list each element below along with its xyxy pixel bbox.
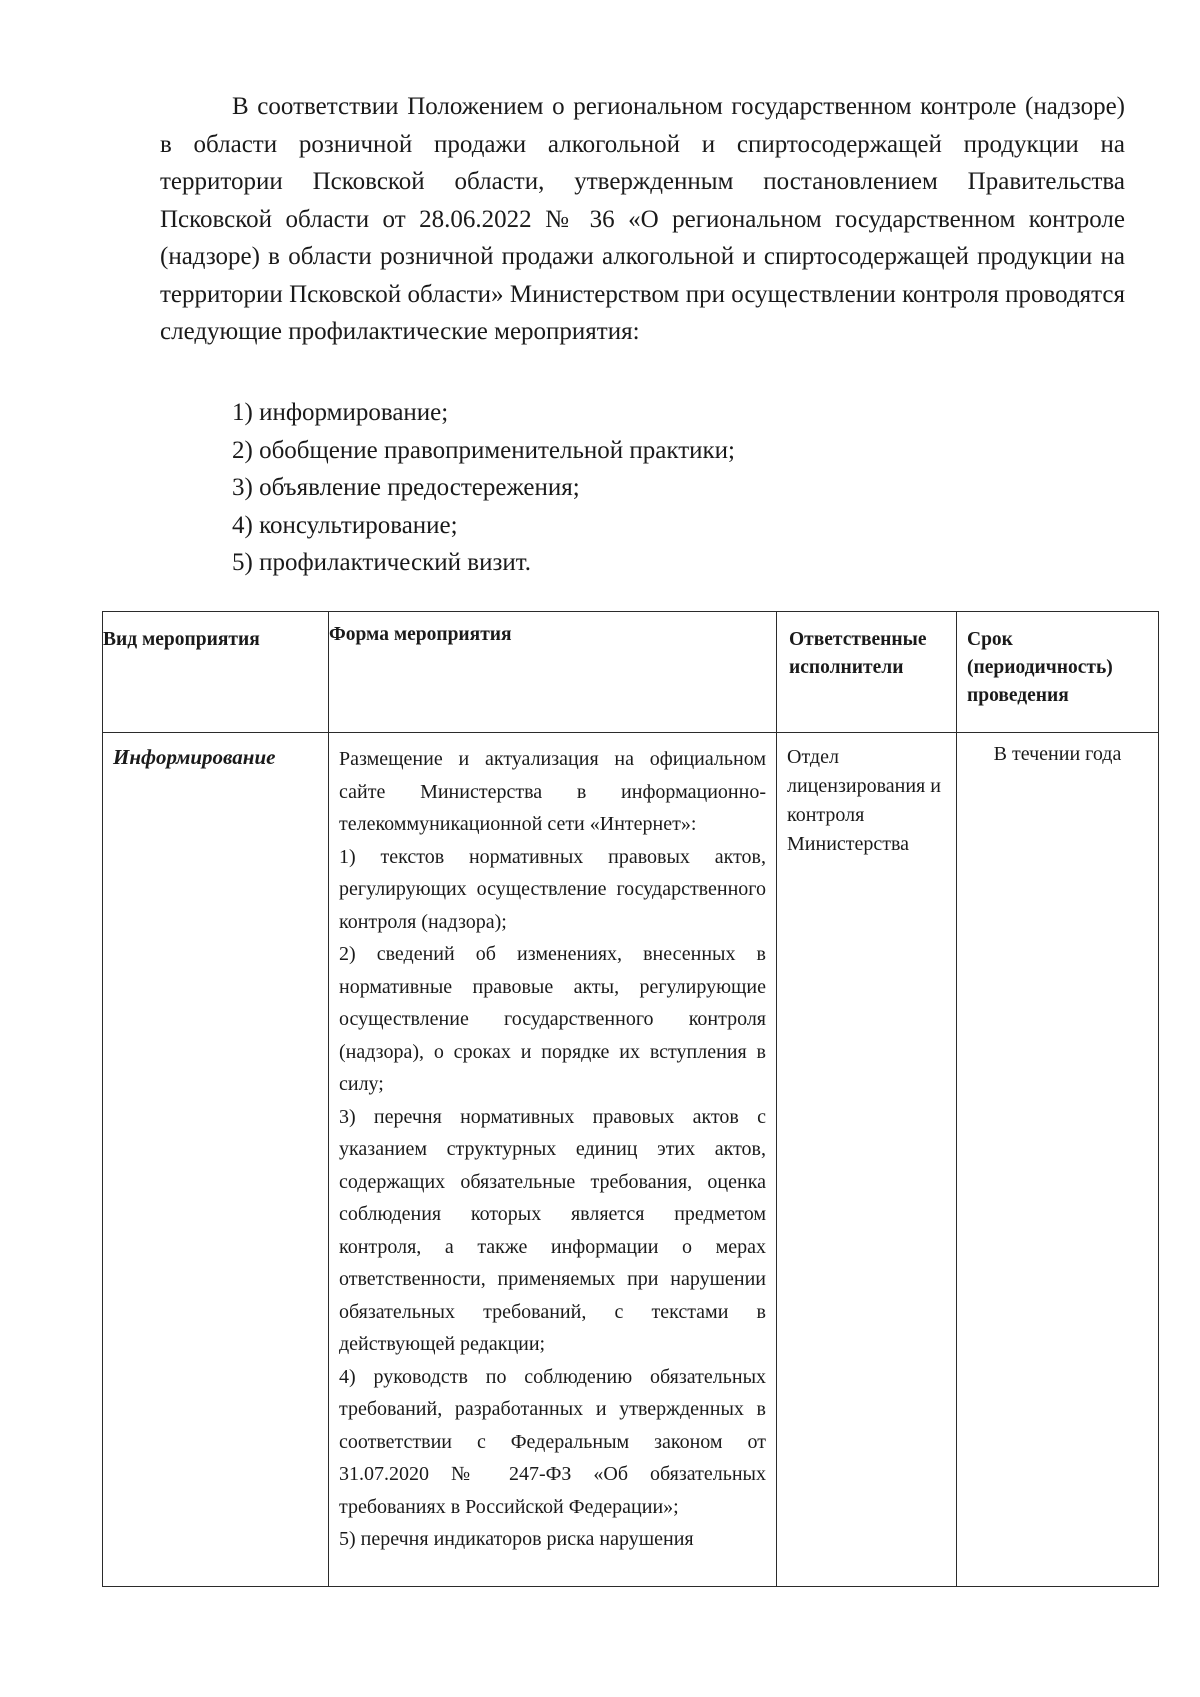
form-paragraph: 3) перечня нормативных правовых актов с указанием структурных единиц этих актов, содержащих обязательные требования, оценка соблюдения которых является предметом контроля, а также информации о мерах ответственности, применяемых при нарушении обязательных требований, с текстами в действующей редакции; (339, 1105, 766, 1355)
header-kind: Вид мероприятия (103, 612, 329, 733)
form-paragraph: Размещение и актуализация на официальном сайте Министерства в информационно-телекоммуникационной сети «Интернет»: (339, 748, 766, 835)
list-item: 1) информирование; (232, 399, 449, 426)
cell-term: В течении года (957, 733, 1159, 1587)
intro-paragraph: В соответствии Положением о региональном государственном контроле (надзоре) в области розничной продажи алкогольной и спиртосодержащей продукции на территории Псковской области, утвержденным постановлением Правительства Псковской области от 28.06.2022 № 36 «О региональном государственном контроле (надзоре) в области розничной продажи алкогольной и спиртосодержащей продукции на территории Псковской области» Министерством при осуществлении контроля проводятся следующие профилактические мероприятия: (160, 93, 1125, 345)
form-paragraph: 4) руководств по соблюдению обязательных требований, разработанных и утвержденных в соответствии с Федеральным законом от 31.07.2020 № 247-ФЗ «Об обязательных требованиях в Российской Федерации»; (339, 1365, 766, 1518)
header-term: Срок (периодичность) проведения (957, 612, 1159, 733)
table-row (103, 733, 1159, 1587)
list-item: 5) профилактический визит. (232, 549, 531, 576)
cell-responsible: Отдел лицензирования и контроля Министерства (777, 733, 957, 1587)
table-header-row (103, 612, 1159, 733)
measures-table (102, 611, 1159, 1587)
form-paragraph: 5) перечня индикаторов риска нарушения (339, 1528, 694, 1550)
measures-list (232, 394, 735, 582)
form-paragraph: 2) сведений об изменениях, внесенных в нормативные правовые акты, регулирующие осуществление государственного контроля (надзора), о сроках и порядке их вступления в силу; (339, 943, 766, 1095)
form-paragraph: 1) текстов нормативных правовых актов, регулирующих осуществление государственного контроля (надзора); (339, 845, 766, 933)
header-form: Форма мероприятия (329, 612, 777, 733)
list-item: 4) консультирование; (232, 511, 458, 539)
list-item: 3) объявление предостережения; (232, 474, 580, 501)
cell-kind: Информирование (103, 733, 329, 1587)
list-item: 2) обобщение правоприменительной практики; (232, 436, 735, 464)
header-responsible: Ответственные исполнители (777, 612, 957, 733)
cell-form (329, 733, 777, 1587)
